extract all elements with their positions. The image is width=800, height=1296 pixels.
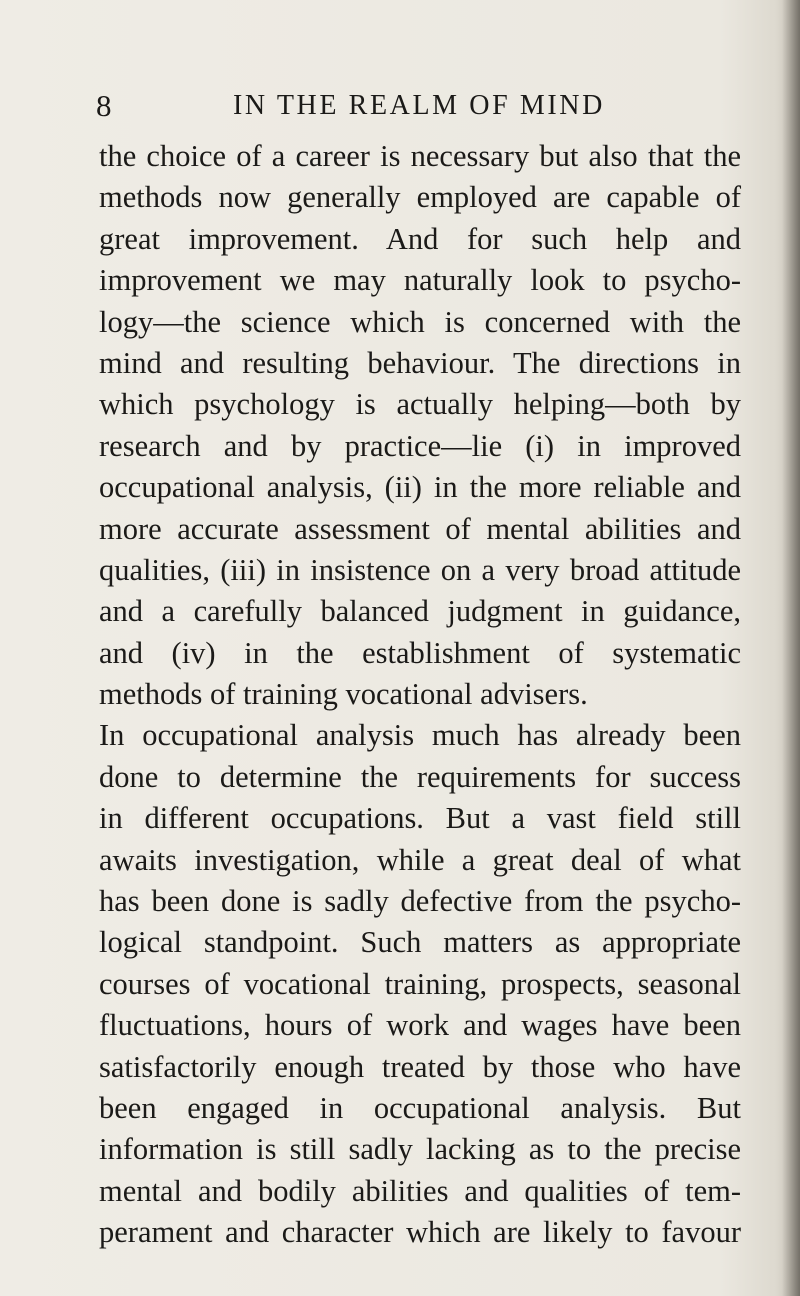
text-line: which psychology is actually helping—both by (99, 387, 741, 422)
text-line: research and by practice—lie (i) in improved (99, 428, 741, 463)
text-line: logical standpoint. Such matters as appropriate (99, 925, 741, 960)
text-line: awaits investigation, while a great deal of what (99, 842, 741, 877)
text-line: occupational analysis, (ii) in the more reliable and (99, 470, 741, 505)
text-line: perament and character which are likely to favour (99, 1215, 741, 1250)
running-title: IN THE REALM OF MIND (233, 90, 605, 121)
text-line: and (iv) in the establishment of systematic (99, 635, 741, 670)
body-text (99, 136, 741, 1254)
text-line: methods of training vocational advisers. (99, 677, 588, 712)
text-line: mind and resulting behaviour. The directions in (99, 345, 741, 380)
text-line: courses of vocational training, prospects, seasonal (99, 966, 741, 1001)
text-line: the choice of a career is necessary but also that the (99, 139, 741, 173)
text-line: and a carefully balanced judgment in guidance, (99, 594, 741, 629)
text-line: logy—the science which is concerned with the (99, 304, 741, 339)
text-line: has been done is sadly defective from the psycho- (99, 884, 741, 919)
text-line: great improvement. And for such help and (99, 221, 741, 256)
text-line: methods now generally employed are capable of (99, 180, 741, 215)
text-line: improvement we may naturally look to psycho- (99, 263, 741, 298)
text-line: in different occupations. But a vast field still (99, 801, 741, 836)
text-line: satisfactorily enough treated by those who have (99, 1049, 741, 1084)
text-line: more accurate assessment of mental abilities and (99, 511, 741, 546)
text-line: information is still sadly lacking as to the precise (99, 1132, 741, 1167)
page-number: 8 (96, 88, 112, 123)
page-edge-shadow (782, 0, 800, 1296)
running-head (96, 86, 716, 126)
text-line: fluctuations, hours of work and wages have been (99, 1008, 741, 1043)
text-line: qualities, (iii) in insistence on a very broad attitude (99, 552, 741, 587)
paragraph-1 (99, 136, 741, 715)
text-line: been engaged in occupational analysis. But (99, 1090, 741, 1125)
paragraph-2 (99, 715, 741, 1253)
text-line: done to determine the requirements for success (99, 759, 741, 794)
text-line: mental and bodily abilities and qualities of tem- (99, 1173, 741, 1208)
text-line: In occupational analysis much has already been (99, 718, 741, 753)
